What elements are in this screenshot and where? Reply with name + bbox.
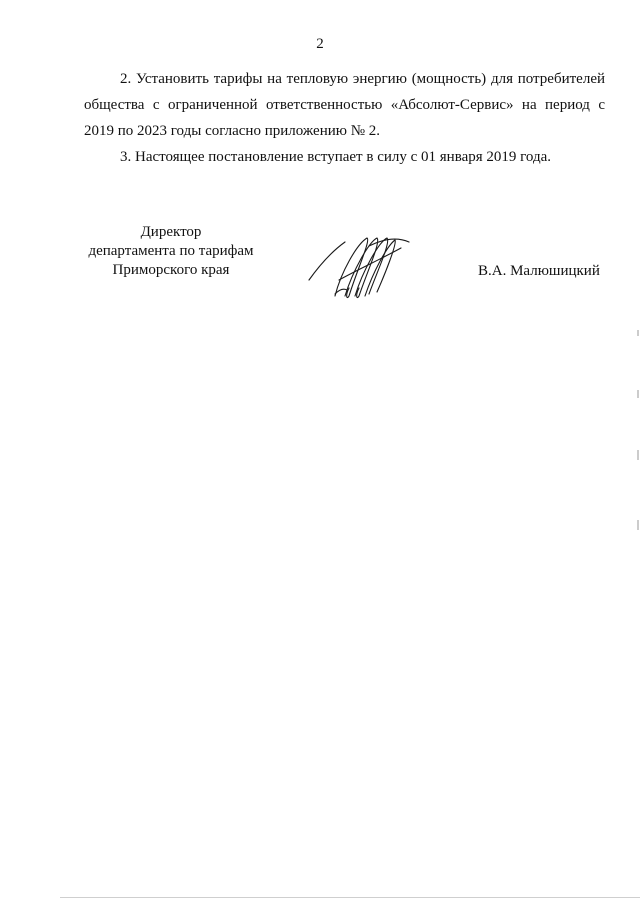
paragraph-tariffs (84, 66, 605, 144)
handwritten-signature (305, 230, 415, 302)
paragraph-effective-date-text: 3. Настоящее постановление вступает в силу с 01 января 2019 года. (120, 149, 552, 165)
paragraph-tariffs-text: 2. Установить тарифы на тепловую энергию (мощность) для потребителей общества с ограниченной ответственностью «Абсолют-Сервис» на период с 2019 по 2023 годы согласно приложению № 2. (84, 71, 605, 139)
scan-edge-line (60, 897, 640, 898)
page-number: 2 (316, 36, 324, 52)
signatory-position (76, 223, 266, 280)
signatory-name: В.А. Малюшицкий (478, 263, 600, 279)
paragraph-effective-date (84, 144, 605, 170)
position-line-2: департамента по тарифам (88, 243, 254, 259)
position-line-3: Приморского края (112, 262, 230, 278)
position-line-1: Директор (140, 224, 202, 240)
